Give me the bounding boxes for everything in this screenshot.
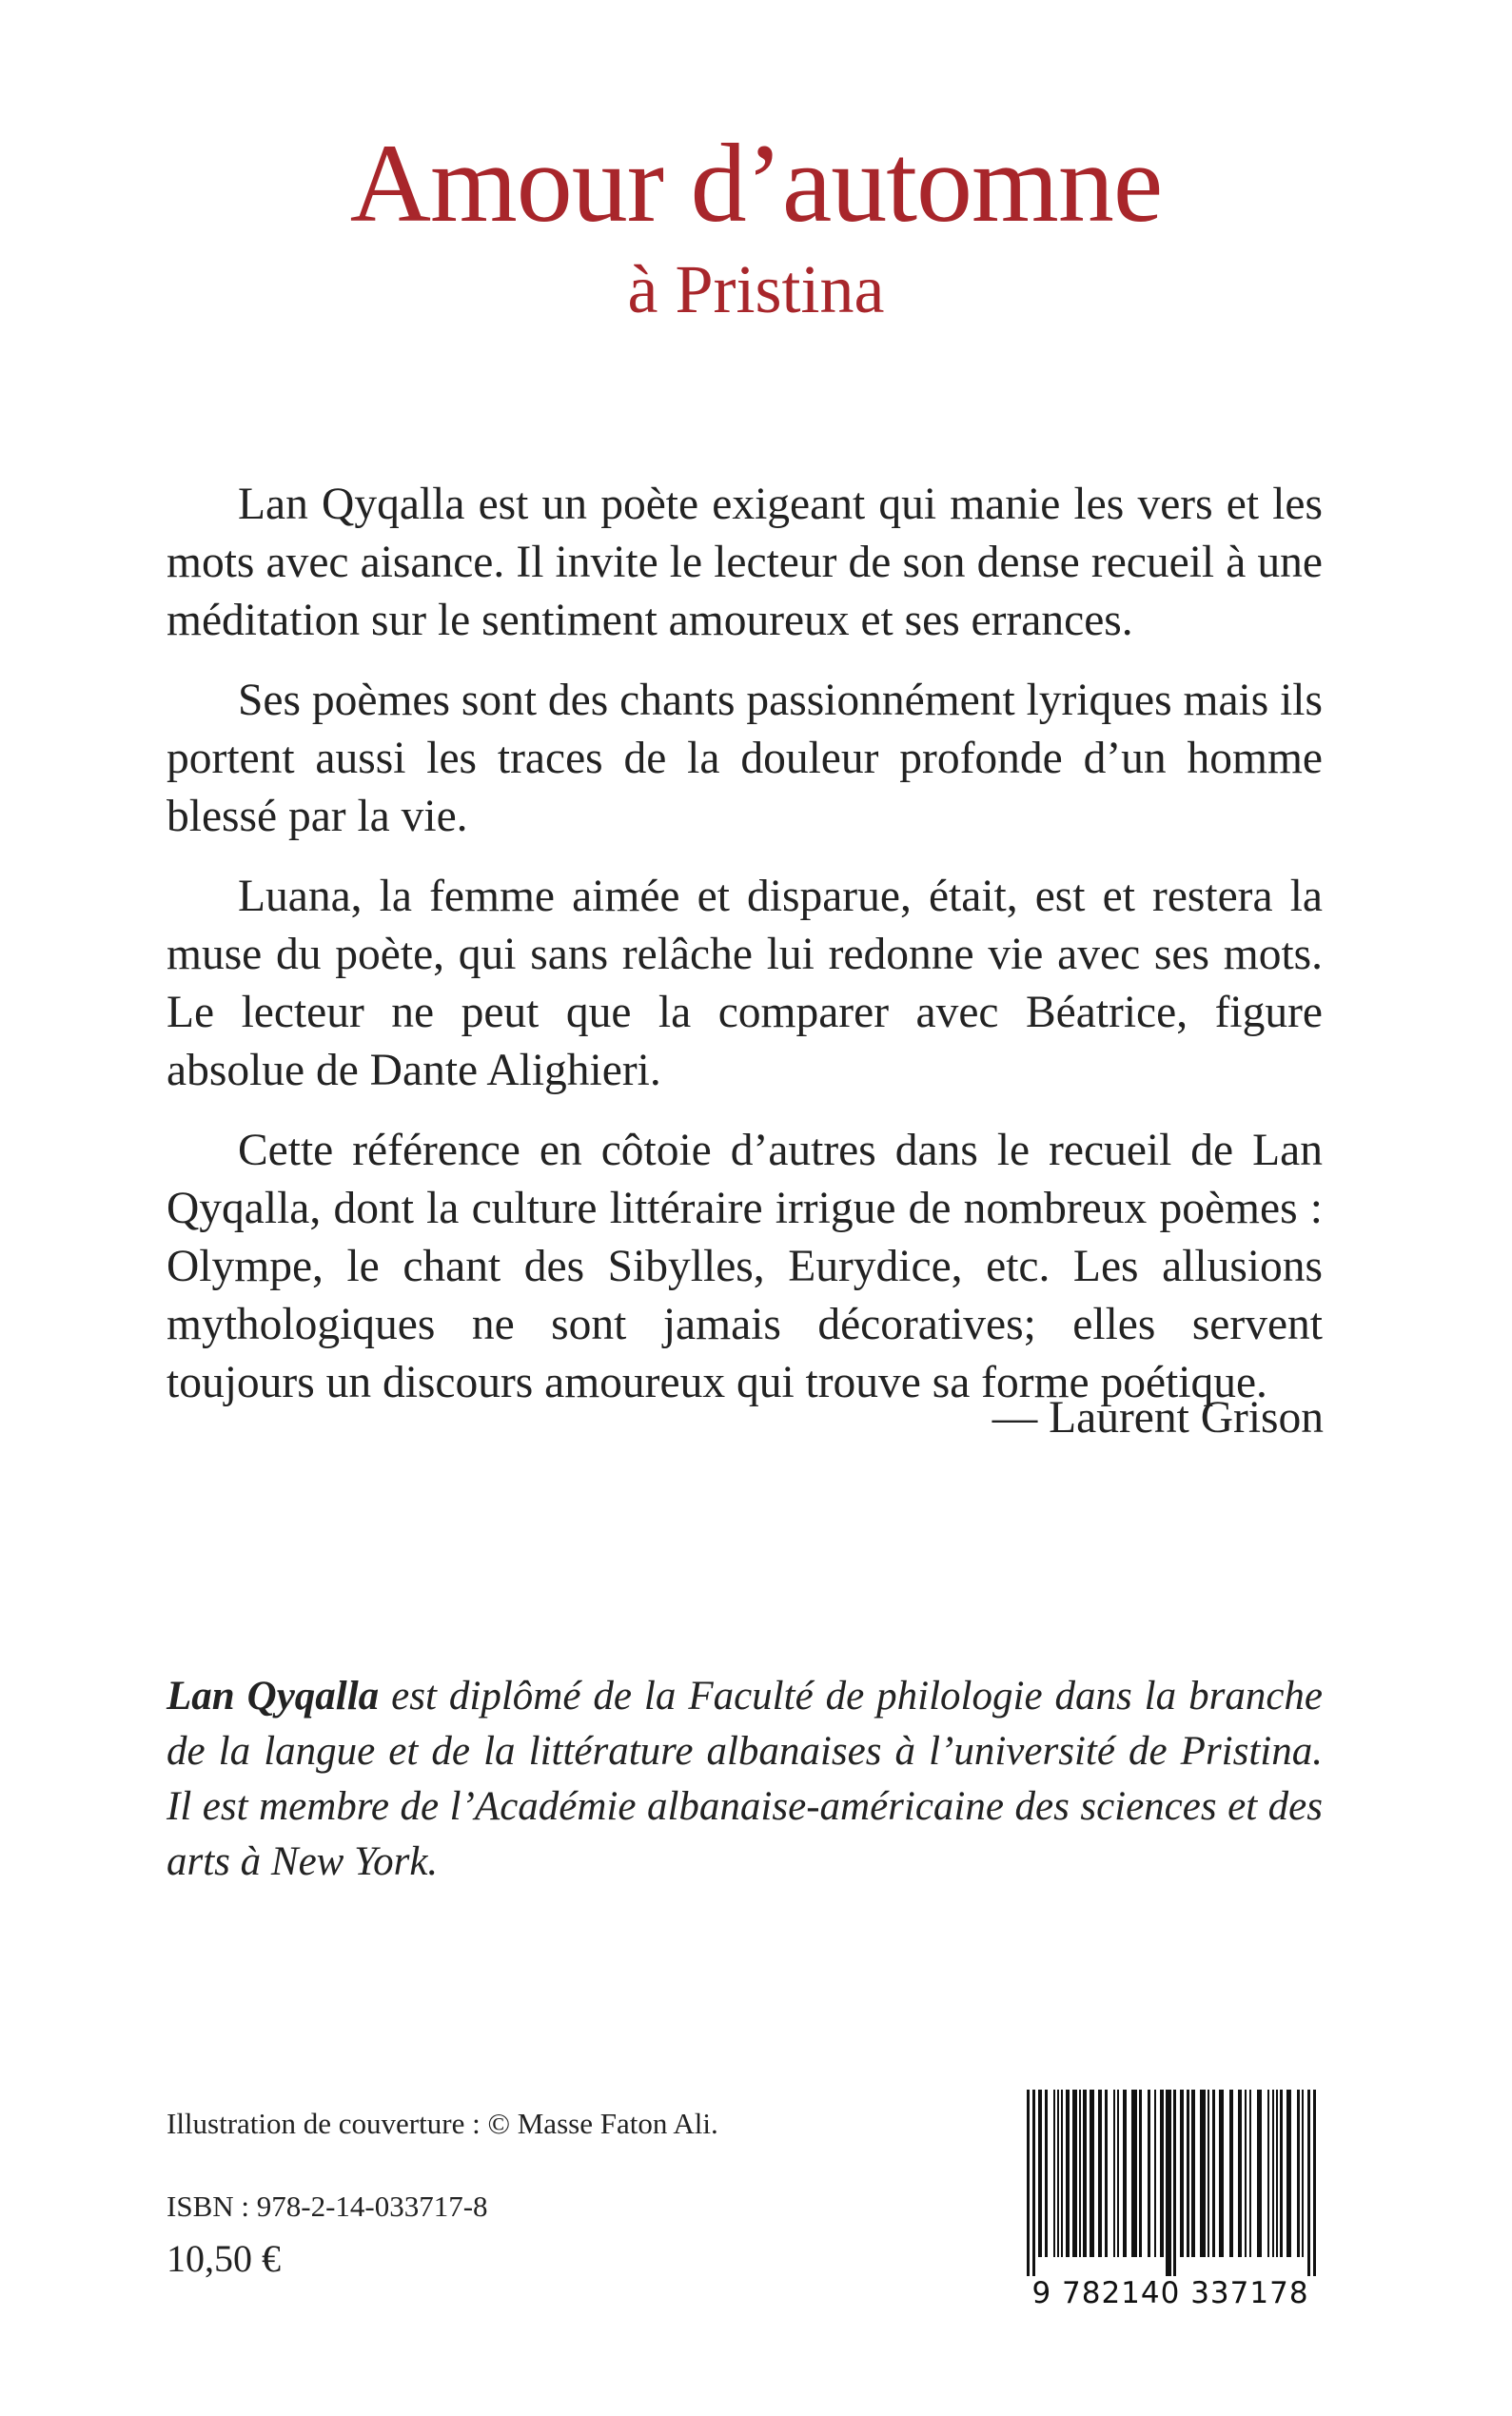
- barcode-bar: [1045, 2090, 1048, 2257]
- barcode-bar: [1117, 2090, 1119, 2257]
- barcode-bar: [1313, 2090, 1316, 2276]
- barcode-digits: 9 782140 337178: [1031, 2276, 1309, 2310]
- barcode-bar: [1173, 2090, 1176, 2276]
- illustration-credit: Illustration de couverture : © Masse Faton Ali.: [167, 2107, 718, 2140]
- barcode-bar: [1307, 2090, 1310, 2276]
- isbn: ISBN : 978-2-14-033717-8: [167, 2190, 488, 2223]
- price: 10,50 €: [167, 2237, 281, 2280]
- barcode-bar: [1090, 2090, 1094, 2257]
- barcode-bar: [1123, 2090, 1127, 2257]
- barcode-bar: [1098, 2090, 1102, 2257]
- barcode-bar: [1113, 2090, 1115, 2257]
- book-subtitle: à Pristina: [627, 251, 885, 327]
- barcode-bar: [1229, 2090, 1233, 2257]
- blurb-paragraph: Luana, la femme aimée et disparue, était, est et restera la muse du poète, qui sans relâche lui redonne vie avec ses mots. Le lecteur ne peut que la comparer avec Béatrice, figure absolue de Dante Alighieri.: [167, 872, 1323, 1095]
- barcode-bar: [1079, 2090, 1081, 2257]
- barcode-bar: [1276, 2090, 1278, 2257]
- barcode-bar: [1131, 2090, 1137, 2257]
- barcode-bar: [1154, 2090, 1156, 2257]
- barcode-bar: [1166, 2090, 1171, 2276]
- barcode-bar: [1032, 2090, 1035, 2276]
- barcode-bar: [1286, 2090, 1291, 2257]
- barcode-bar: [1027, 2090, 1030, 2276]
- barcode-bar: [1238, 2090, 1242, 2257]
- author-bio-text: est diplômé de la Faculté de philologie dans la branche de la langue et de la littérature albanaises à l’université de Pristina. Il est membre de l’Académie albanaise-américaine des sciences et des arts à New York.: [167, 1674, 1323, 1884]
- barcode-bar: [1191, 2090, 1195, 2257]
- barcode-bar: [1180, 2090, 1184, 2257]
- barcode-bar: [1053, 2090, 1055, 2257]
- barcode-bar: [1245, 2090, 1247, 2257]
- barcode-bar: [1208, 2090, 1209, 2257]
- back-cover-blurb: [167, 476, 1323, 1434]
- barcode-bar: [1038, 2090, 1042, 2257]
- blurb-paragraph: Ses poèmes sont des chants passionnément lyriques mais ils portent aussi les traces de la douleur profonde d’un homme blessé par la vie.: [167, 676, 1323, 841]
- blurb-signature: — Laurent Grison: [992, 1393, 1324, 1443]
- barcode-bar: [1249, 2090, 1251, 2257]
- barcode-bar: [1302, 2090, 1304, 2257]
- barcode-bar: [1083, 2090, 1087, 2257]
- barcode-bar: [1280, 2090, 1283, 2257]
- author-name: Lan Qyqalla: [167, 1674, 380, 1719]
- blurb-paragraph: Cette référence en côtoie d’autres dans le recueil de Lan Qyqalla, dont la culture littéraire irrigue de nombreux poèmes : Olympe, le chant des Sibylles, Eurydice, etc. Les allusions mythologiques ne sont jamais décoratives; elles servent toujours un discours amoureux qui trouve sa forme poétique.: [167, 1126, 1323, 1407]
- barcode-bar: [1066, 2090, 1070, 2257]
- blurb-paragraph: Lan Qyqalla est un poète exigeant qui manie les vers et les mots avec aisance. Il invite le lecteur de son dense recueil à une méditation sur le sentiment amoureux et ses errances.: [167, 480, 1323, 645]
- barcode-bar: [1267, 2090, 1269, 2257]
- author-bio: [167, 1669, 1323, 1890]
- barcode-bar: [1057, 2090, 1059, 2257]
- barcode-bar: [1061, 2090, 1063, 2257]
- barcode-bar: [1148, 2090, 1150, 2257]
- barcode-bar: [1272, 2090, 1274, 2257]
- barcode-bar: [1212, 2090, 1215, 2257]
- barcode-bar: [1200, 2090, 1206, 2257]
- barcode-bars: [1013, 2090, 1327, 2276]
- barcode-bar: [1139, 2090, 1142, 2257]
- barcode-bar: [1105, 2090, 1108, 2257]
- barcode-bar: [1160, 2090, 1164, 2257]
- barcode: [1013, 2090, 1327, 2310]
- barcode-bar: [1297, 2090, 1300, 2257]
- barcode-bar: [1187, 2090, 1189, 2257]
- barcode-bar: [1219, 2090, 1224, 2257]
- barcode-bar: [1072, 2090, 1077, 2257]
- book-title: Amour d’automne: [349, 121, 1163, 246]
- barcode-bar: [1257, 2090, 1262, 2257]
